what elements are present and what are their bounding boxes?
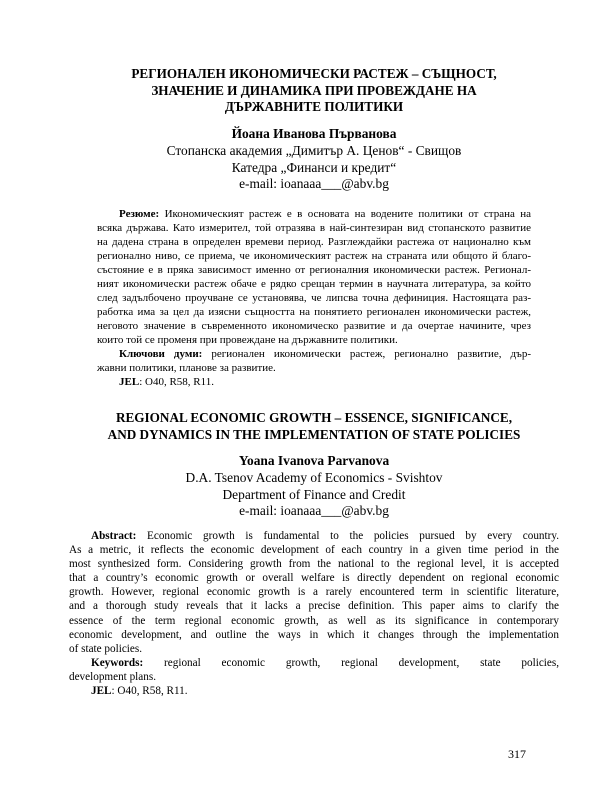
en-author-block: [97, 453, 531, 520]
en-abstract-line: of state policies.: [69, 642, 143, 655]
en-title: [97, 410, 531, 443]
bg-author-name: Йоана Иванова Първанова: [231, 126, 397, 141]
en-keywords-line: development plans.: [69, 670, 156, 683]
en-title-line: AND DYNAMICS IN THE IMPLEMENTATION OF STATE POLICIES: [107, 426, 521, 442]
bg-abstract-line: всяка държава. Като измерител, той отразява в най-синтезиран вид стопанското развитие: [97, 222, 531, 234]
en-abstract-line: Abstract: Economic growth is fundamental to the policies pursued by every country.: [91, 530, 559, 542]
bg-abstract: [97, 207, 531, 389]
bg-abstract-line: състояние е в пряка зависимост именно от регионалния икономически растеж. Регионал-: [97, 264, 531, 276]
en-abstract-line: that a country’s economic growth or overall welfare is directly dependent on regional economic: [69, 572, 559, 585]
bg-abstract-label: Резюме:: [119, 208, 160, 220]
en-abstract-line: and a thorough study reveals that it lacks a precise definition. This paper aims to clarify the: [69, 600, 559, 613]
en-abstract-line: economic development, and outline the ways in which it changes through the implementation: [69, 628, 559, 641]
en-abstract-line: As a metric, it reflects the economic development of each country in a given time period in the: [69, 544, 559, 557]
en-abstract-line: most synthesized form. Considering growth from the national to the regional level, it is accepted: [69, 558, 559, 571]
en-jel-value: : O40, R58, R11.: [111, 685, 188, 698]
en-email: e-mail: ioanaaa___@abv.bg: [239, 503, 389, 519]
bg-abstract-line: работка има за цел да изясни същността на понятието регионален икономически растеж,: [97, 306, 531, 318]
bg-jel-label: JEL: [119, 376, 140, 388]
bg-author-block: [97, 126, 531, 193]
bg-jel-value: : O40, R58, R11.: [139, 376, 214, 388]
en-author-name: Yoana Ivanova Parvanova: [238, 453, 390, 468]
bg-abstract-line: след задълбочено проучване се установява, че липсва точна дефиниция. Настоящата раз-: [97, 292, 531, 304]
bg-title-line: ДЪРЖАВНИТЕ ПОЛИТИКИ: [224, 99, 404, 114]
bg-affiliation: Стопанска академия „Димитър А. Ценов“ - Свищов: [166, 142, 462, 158]
en-jel: [69, 684, 559, 698]
en-abstract-line: growth. However, regional economic growth is a rarely encountered term in scientific literature,: [69, 586, 559, 599]
bg-department: Катедра „Финанси и кредит“: [231, 159, 397, 175]
en-affiliation: D.A. Tsenov Academy of Economics - Svishtov: [185, 469, 443, 485]
bg-abstract-line: които той се променя при провеждане на държавните политики.: [97, 334, 398, 346]
bg-abstract-line: ният икономически растеж обаче е рядко срещан термин в научната литература, за който: [97, 278, 531, 290]
bg-abstract-line: регионално ниво, се приема, че икономическият растеж на страната или общото й благо-: [97, 250, 531, 262]
en-title-line: REGIONAL ECONOMIC GROWTH – ESSENCE, SIGNIFICANCE,: [115, 410, 513, 425]
en-abstract: [69, 529, 559, 698]
bg-keywords-line: жавни политики, планове за развитие.: [97, 362, 276, 374]
bg-keywords-label: Ключови думи:: [119, 348, 203, 360]
bg-keywords-line: Ключови думи: регионален икономически растеж, регионално развитие, дър-: [119, 348, 532, 360]
en-jel-label: JEL: [91, 685, 112, 698]
bg-jel: [97, 375, 531, 389]
en-department: Department of Finance and Credit: [222, 486, 406, 502]
bg-abstract-line: неговото значение в съвременното икономическо развитие и да очертае начините, чрез: [97, 320, 531, 332]
en-keywords-line: Keywords: regional economic growth, regional development, state policies,: [91, 656, 560, 669]
bg-email: e-mail: ioanaaa___@abv.bg: [239, 176, 389, 192]
en-abstract-label: Abstract:: [91, 530, 137, 542]
bg-title-line: ЗНАЧЕНИЕ И ДИНАМИКА ПРИ ПРОВЕЖДАНЕ НА: [151, 82, 477, 98]
bg-abstract-line: на дадена страна в определен времеви период. Разглеждайки растежа от национално към: [97, 236, 531, 248]
en-abstract-line: essence of the term regional economic growth, as well as its significance in contemporary: [69, 614, 559, 627]
bg-title: [97, 66, 531, 116]
bg-title-line: РЕГИОНАЛЕН ИКОНОМИЧЕСКИ РАСТЕЖ – СЪЩНОСТ,: [131, 66, 497, 81]
bg-abstract-line: Резюме: Икономическият растеж е в основата на водените политики от страна на: [119, 208, 531, 220]
en-keywords-label: Keywords:: [91, 656, 144, 669]
page-number: 317: [508, 747, 526, 761]
